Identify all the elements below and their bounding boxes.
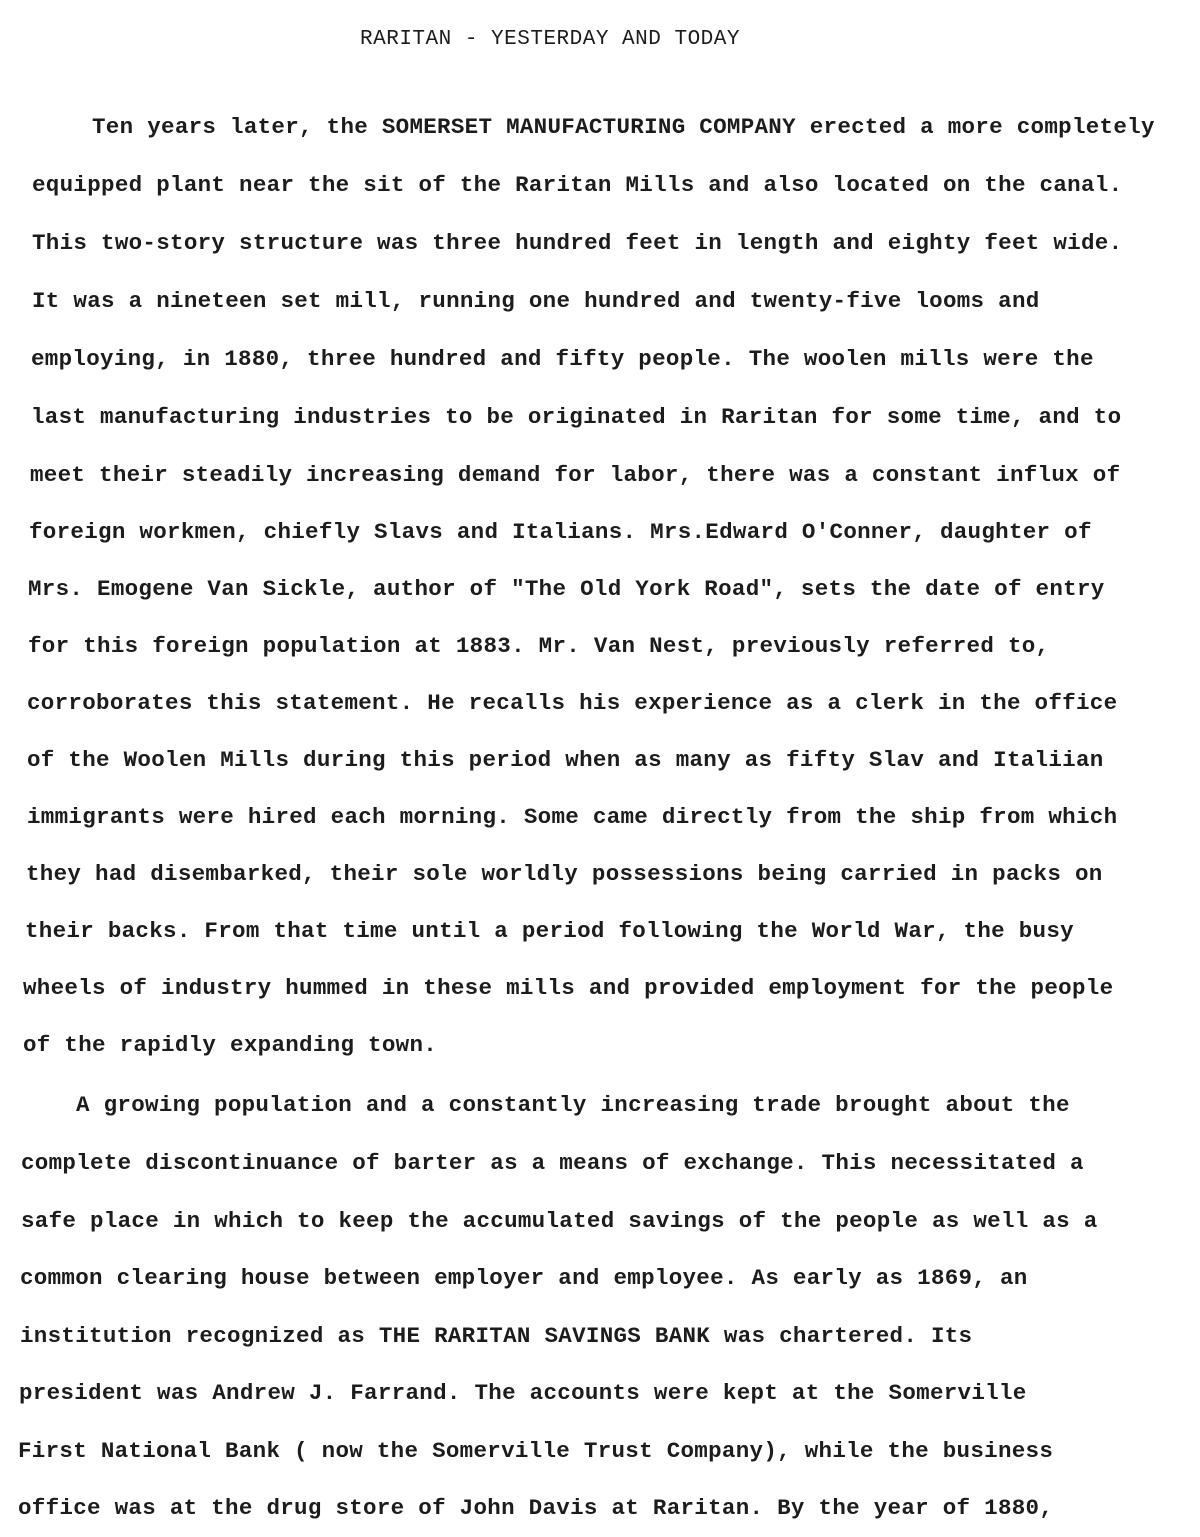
paragraph-1-line-14: they had disembarked, their sole worldly possessions being carried in packs on — [26, 861, 1103, 887]
paragraph-1-line-12: of the Woolen Mills during this period when as many as fifty Slav and Italiian — [27, 747, 1104, 773]
paragraph-1-line-8: foreign workmen, chiefly Slavs and Italians. Mrs.Edward O'Conner, daughter of — [29, 519, 1092, 545]
paragraph-1-line-10: for this foreign population at 1883. Mr. Van Nest, previously referred to, — [28, 633, 1050, 659]
paragraph-1-line-4: It was a nineteen set mill, running one hundred and twenty-five looms and — [32, 288, 1040, 314]
paragraph-2-line-5: institution recognized as THE RARITAN SAVINGS BANK was chartered. Its — [20, 1323, 973, 1349]
paragraph-1-line-7: meet their steadily increasing demand for labor, there was a constant influx of — [30, 462, 1121, 488]
paragraph-1-line-2: equipped plant near the sit of the Raritan Mills and also located on the canal. — [32, 172, 1123, 198]
paragraph-2-line-8: office was at the drug store of John Davis at Raritan. By the year of 1880, — [18, 1495, 1054, 1521]
page-title: RARITAN - YESTERDAY AND TODAY — [360, 28, 740, 51]
paragraph-2-line-3: safe place in which to keep the accumulated savings of the people as well as a — [21, 1208, 1098, 1234]
paragraph-1-line-5: employing, in 1880, three hundred and fifty people. The woolen mills were the — [31, 346, 1094, 372]
paragraph-1-line-16: wheels of industry hummed in these mills and provided employment for the people — [23, 975, 1114, 1001]
paragraph-1-line-6: last manufacturing industries to be originated in Raritan for some time, and to — [31, 404, 1122, 430]
paragraph-2-line-4: common clearing house between employer and employee. As early as 1869, an — [20, 1265, 1028, 1291]
paragraph-2-line-7: First National Bank ( now the Somerville Trust Company), while the business — [18, 1438, 1054, 1464]
paragraph-2-line-2: complete discontinuance of barter as a means of exchange. This necessitated a — [21, 1150, 1084, 1176]
paragraph-1-line-15: their backs. From that time until a period following the World War, the busy — [25, 918, 1074, 944]
paragraph-1-line-1: Ten years later, the SOMERSET MANUFACTURING COMPANY erected a more completely — [92, 114, 1155, 140]
paragraph-2-line-1: A growing population and a constantly increasing trade brought about the — [76, 1092, 1070, 1118]
paragraph-1-line-11: corroborates this statement. He recalls his experience as a clerk in the office — [27, 690, 1118, 716]
paragraph-1-line-17: of the rapidly expanding town. — [23, 1032, 438, 1058]
paragraph-1-line-3: This two-story structure was three hundred feet in length and eighty feet wide. — [32, 230, 1123, 256]
paragraph-2-line-6: president was Andrew J. Farrand. The accounts were kept at the Somerville — [19, 1380, 1027, 1406]
paragraph-1-line-13: immigrants were hired each morning. Some came directly from the ship from which — [27, 804, 1118, 830]
paragraph-1-line-9: Mrs. Emogene Van Sickle, author of "The Old York Road", sets the date of entry — [28, 576, 1105, 602]
